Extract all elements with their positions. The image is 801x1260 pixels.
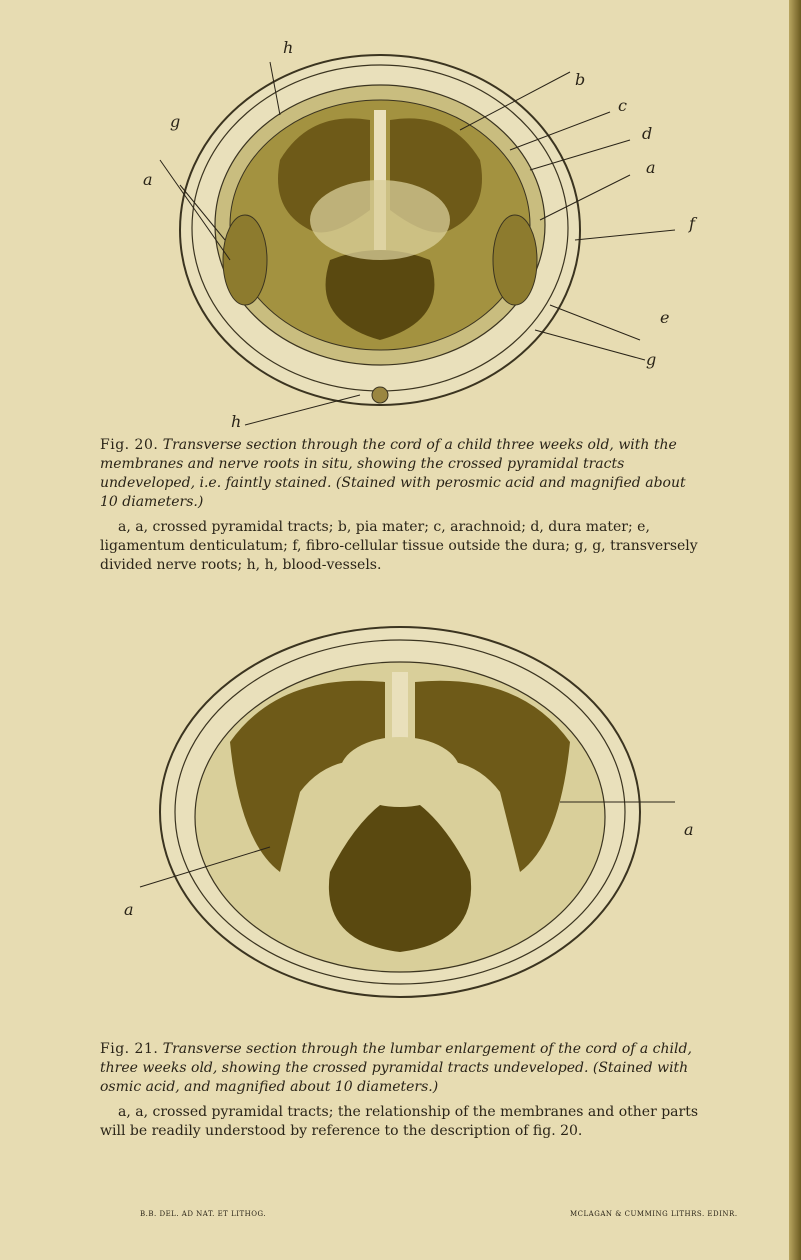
fig20-label-h-top: h (283, 38, 294, 57)
figure-20-title-text: Transverse section through the cord of a child three weeks old, with the membranes and nerve roots in situ, showing the crossed pyramidal tracts undeveloped, i.e. faintly stained. (Stained with perosmic acid and magnified about 10 diameters.) (100, 437, 686, 510)
fig20-label-d: d (642, 124, 653, 143)
fig20-label-b: b (575, 70, 586, 89)
figure-21-caption-title (100, 1040, 700, 1097)
fig20-label-g-left: g (170, 112, 181, 131)
figure-21-title-text: Transverse section through the lumbar enlargement of the cord of a child, three weeks old, showing the crossed pyramidal tracts undeveloped. (Stained with osmic acid, and magnified about 10 diameters.) (100, 1041, 692, 1095)
footer-artist-credit: B.B. DEL. AD NAT. ET LITHOG. (140, 1210, 267, 1218)
page-edge (789, 0, 801, 1260)
fig20-label-f: f (689, 214, 695, 233)
figure-20-caption-title (100, 436, 700, 512)
fig20-label-a-right: a (646, 158, 656, 177)
figure-21-legend: a, a, crossed pyramidal tracts; the relationship of the membranes and other parts will be readily understood by reference to the description of fig. 20. (100, 1104, 699, 1139)
figure-20-number: Fig. 20. (100, 437, 159, 453)
fig20-label-c: c (618, 96, 627, 115)
fig20-label-e: e (660, 308, 670, 327)
figure-20-legend: a, a, crossed pyramidal tracts; b, pia mater; c, arachnoid; d, dura mater; e, ligamentum denticulatum; f, fibro-cellular tissue outside the dura; g, g, transversely divided nerve roots; h, h, blood-vessels. (100, 519, 698, 573)
fig20-label-h-bottom: h (231, 412, 242, 431)
figure-21-number: Fig. 21. (100, 1041, 159, 1057)
figure-21-caption (100, 1040, 700, 1141)
fig21-label-a-left: a (124, 900, 134, 919)
figure-20-illustration (130, 40, 690, 440)
footer-printer-credit: MCLAGAN & CUMMING LITHRS. EDINR. (570, 1210, 738, 1218)
fig20-label-g-right: g (646, 350, 657, 369)
fig21-label-a-right: a (684, 820, 694, 839)
figure-20-caption (100, 436, 700, 575)
fig20-label-a-left: a (143, 170, 153, 189)
figure-21-illustration (130, 612, 690, 1012)
